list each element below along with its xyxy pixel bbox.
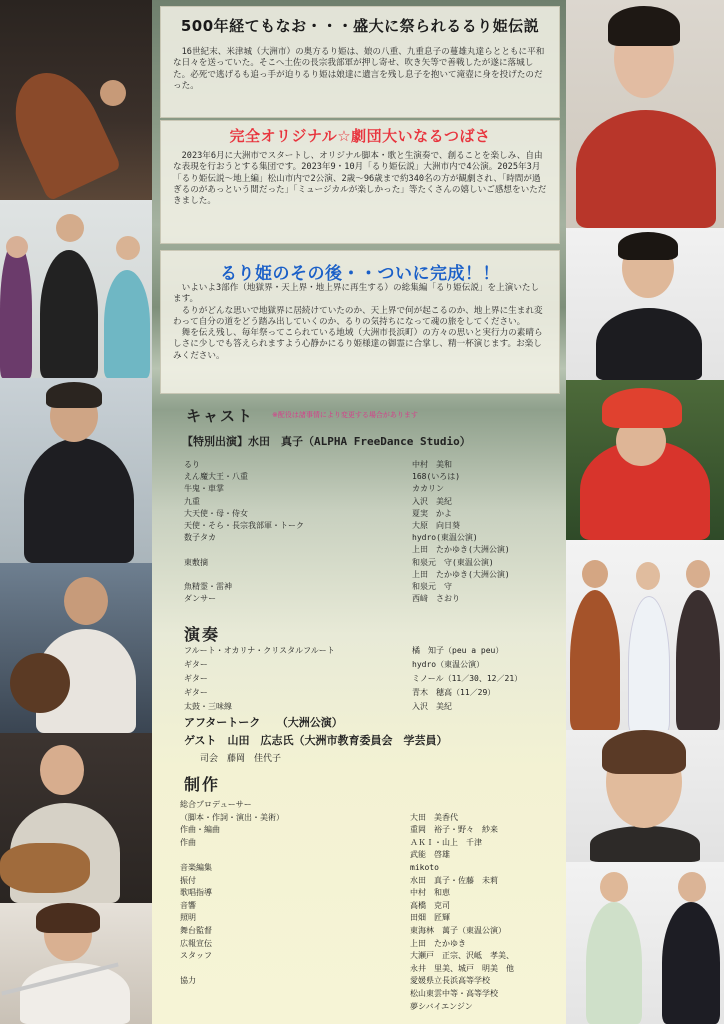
production-name: 上田 たかゆき [410,938,466,948]
cast-name: 大原 向日葵 [412,521,460,530]
sequel-title: るり姫のその後・・ついに完成！！ [220,264,500,284]
cast-name: 入沢 美紀 [412,496,452,506]
production-name: 田畑 匠輝 [410,913,450,923]
production-role: 照明 [180,913,196,923]
photo-guitarist-female [0,733,152,903]
cast-role: 九重 [184,496,200,506]
production-role: 総合プロデューサー [180,800,252,809]
music-role: 太鼓・三味線 [184,702,232,711]
sequel-body: いよいよ3部作（地獄界・天上界・地上界に再生する）の総集編「るり姫伝説」を上演いたします。 るりがどんな思いで地獄界に居続けていたのか、天上界で何が起こるのか、地上界に生まれ変わって自分の道をどう踏み出していくのか、るりの気持ちになって魂の旅をしてください。 舞を伝え残し、毎年祭ってこられている地域（大洲市長浜町）の方々の思いと実行力の素晴らしさに少しでも答えられますよう心静かにるり姫様達の御霊に合掌し、精一杯演じます。お楽しみください。 [173,283,543,361]
cast-note: ※配役は諸事情により変更する場合があります [272,411,418,419]
production-role: 作曲・編曲 [180,825,220,835]
photo-costume-performer [566,380,724,540]
cast-name: hydro(東温公演) [412,533,478,543]
cast-name: 上田 たかゆき(大洲公演) [412,569,510,579]
production-name: 大田 美香代 [410,812,458,822]
cast-role: 天使・そら・長宗我部軍・トーク [184,521,304,530]
sequel-box [160,250,560,394]
cast-heading: キャスト [186,407,255,425]
music-name: 橘 知子（peu a peu） [412,646,504,655]
cast-name: 中村 美和 [412,460,452,469]
story-box [160,6,560,118]
production-name: 永井 里美、城戸 明美 他 [410,963,514,973]
photo-flutist [0,903,152,1024]
production-name: ＡＫＩ・山上 千津 [410,837,482,847]
cast-role: 牛鬼・車掌 [184,484,224,494]
music-role: フルート・オカリナ・クリスタルフルート [184,646,335,655]
cast-role: 魚精霊・雷神 [184,582,232,591]
story-title: 500年経てもなお・・・盛大に祭られるるり姫伝説 [180,17,540,35]
music-name: 入沢 美紀 [412,702,452,711]
photo-ruri-hime-kimono [566,0,724,228]
music-name: 青木 穂高（11／29） [412,688,496,697]
production-role: 音響 [180,900,196,910]
photo-woman-smiling [566,730,724,862]
cast-name: 夏実 かよ [412,508,452,518]
photo-guitarist-male [0,563,152,733]
cast-name: 168(いろは) [412,472,461,482]
cast-name: 西﨑 さおり [412,594,460,604]
photo-dancer-leaping [0,0,152,200]
production-role: （脚本・作詞・演出・美術） [180,812,284,822]
cast-name: 和泉元 守 [412,582,452,591]
production-name: 夢シバイエンジン [410,1001,473,1011]
production-name: 東海林 萬子（東温公演） [410,926,506,935]
production-name: 水田 真子・佐藤 未莉 [410,875,498,885]
troupe-body: 2023年6月に大洲市でスタートし、オリジナル脚本・歌と生演奏で、創ることを楽しみ、自由な表現を行おうとする集団です。2023年9・10月「るり姫伝説」大洲市内で4公演。2025年3月「るり姫伝説〜地上編」松山市内で2公演、2歳〜96歳まで約340名の方が観劇され、「時間が過ぎるのがあっという間だった」「ミュージカルが楽しかった」等たくさんの嬉しいご感想をいただきました。 [173,151,547,207]
production-name: 大瀬戸 正宗、沢岻 孝美、 [410,951,514,961]
photo-cast-group [0,200,152,378]
cast-name: 和泉元 守(東温公演) [412,557,494,567]
music-role: ギター [184,660,208,669]
production-name: mikoto [410,863,439,872]
cast-name: 上田 たかゆき(大洲公演) [412,545,510,555]
music-name: ミノール（11／30、12／21） [412,674,523,683]
music-role: ギター [184,688,208,697]
production-name: 武能 啓雄 [410,850,450,860]
aftertalk-mc: 司会 藤岡 佳代子 [200,754,282,764]
aftertalk-guest: ゲスト 山田 広志氏（大洲市教育委員会 学芸員） [184,734,448,747]
photo-man-speaking [0,378,152,563]
production-role: 協力 [180,976,196,986]
production-name: 重岡 裕子・野々 紗来 [410,825,498,835]
music-name: hydro（東温公演） [412,660,485,669]
photo-trio-performers [566,540,724,730]
production-role: 舞台監督 [180,926,212,935]
production-name: 愛媛県立長浜高等学校 [410,976,490,986]
photo-kimono-dancers [566,862,724,1024]
troupe-box [160,120,560,244]
cast-name: カカリン [412,484,444,494]
aftertalk-heading: アフタートーク （大洲公演） [184,716,343,729]
cast-role: るり [184,460,200,469]
photo-woman-suit [566,228,724,380]
production-role: 作曲 [180,837,196,847]
music-heading: 演奏 [184,625,221,644]
music-role: ギター [184,674,208,683]
cast-role: えん魔大王・八重 [184,472,248,482]
production-heading: 制作 [184,775,221,794]
production-role: スタッフ [180,951,212,961]
production-role: 音楽編集 [180,863,212,872]
story-body: 16世紀末、米津城（大洲市）の奥方るり姫は、娘の八重、九重息子の蔓雄丸達らとともに平和な日々を送っていた。そこへ土佐の長宗我部軍が押し寄せ、吹き矢等で善戦したが遂に落城した。必死で逃げるも追っ手が迫りるり姫は娘達に遺言を残し息子を抱いて滝壺に身を投げたのだった。 [173,47,545,91]
production-name: 高橋 克司 [410,900,450,910]
production-name: 中村 和恵 [410,888,450,898]
cast-role: 大天使・母・侍女 [184,508,248,518]
production-role: 広報宣伝 [180,938,212,948]
cast-role: ダンサー [184,594,217,604]
cast-special: 【特別出演】水田 真子（ALPHA FreeDance Studio） [182,435,471,448]
troupe-title: 完全オリジナル☆劇団大いなるつばさ [229,127,491,145]
cast-role: 数子タカ [184,533,216,543]
production-name: 松山東雲中等・高等学校 [410,989,498,998]
cast-role: 東敷摘 [184,557,208,567]
production-role: 歌唱指導 [180,888,212,898]
production-role: 振付 [180,875,196,885]
